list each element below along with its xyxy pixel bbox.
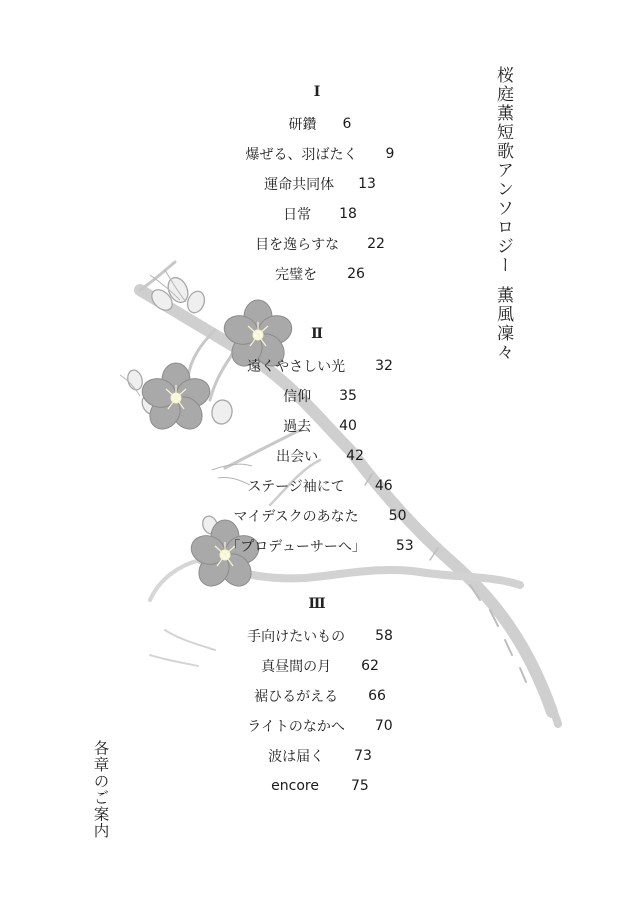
toc-heading: 各章のご案内 <box>91 740 110 839</box>
book-author: 薫風凜々 <box>493 286 513 362</box>
entry-page: 18 <box>339 206 357 222</box>
toc-entry[interactable] <box>175 715 465 737</box>
entry-title: 目を逸らすな <box>255 237 340 253</box>
entry-title: ステージ袖にて <box>247 479 345 495</box>
entry-title: 真昼間の月 <box>261 659 332 675</box>
toc-entry[interactable] <box>175 143 465 165</box>
entry-title: 研鑽 <box>288 117 317 133</box>
entry-title: マイデスクのあなた <box>233 509 359 525</box>
entry-page: 9 <box>385 146 395 162</box>
toc-entry[interactable] <box>175 745 465 767</box>
chapter-number: Ⅰ <box>313 84 321 100</box>
branch-main <box>140 290 552 712</box>
entry-title: 完璧を <box>275 267 318 283</box>
entry-page: 58 <box>375 628 393 644</box>
toc-entry[interactable] <box>175 445 465 467</box>
entry-page: 32 <box>375 358 393 374</box>
toc-entry[interactable] <box>175 625 465 647</box>
entry-title: 日常 <box>283 207 312 223</box>
entry-page: 75 <box>350 778 369 794</box>
entry-page: 42 <box>346 448 364 464</box>
entry-page: 62 <box>361 658 379 674</box>
toc-entry[interactable] <box>175 475 465 497</box>
entry-page: 50 <box>388 508 407 524</box>
entry-title: 信仰 <box>283 389 312 405</box>
branch-main-tip <box>548 700 558 724</box>
entry-title: ライトのなかへ <box>247 719 345 735</box>
toc-entry[interactable] <box>175 385 465 407</box>
toc-entry[interactable] <box>175 113 465 135</box>
toc-entry[interactable] <box>175 415 465 437</box>
entry-title: 過去 <box>283 419 312 435</box>
entry-page: 35 <box>339 388 357 404</box>
entry-page: 13 <box>358 176 376 192</box>
entry-page: 70 <box>374 718 393 734</box>
entry-page: 6 <box>342 116 352 132</box>
chapter-number: Ⅲ <box>308 596 326 612</box>
toc-entry[interactable] <box>175 263 465 285</box>
toc-entry[interactable] <box>175 173 465 195</box>
entry-page: 66 <box>368 688 386 704</box>
entry-title: 遠くやさしい光 <box>247 359 346 375</box>
entry-title: 「プロデューサーへ」 <box>226 539 366 555</box>
entry-title: 運命共同体 <box>264 177 335 193</box>
toc-entry[interactable] <box>175 535 465 557</box>
branch-lower-left <box>150 560 200 600</box>
toc-entry[interactable] <box>175 233 465 255</box>
entry-title: 出会い <box>276 449 319 465</box>
entry-page: 26 <box>347 266 365 282</box>
entry-page: 46 <box>374 478 393 494</box>
toc-entry[interactable] <box>175 775 465 797</box>
entry-page: 40 <box>339 418 357 434</box>
entry-title: 波は届く <box>268 749 325 765</box>
entry-page: 53 <box>395 538 414 554</box>
entry-title: 手向けたいもの <box>247 629 346 645</box>
entry-title: 裾ひるがえる <box>254 689 339 705</box>
entry-page: 22 <box>367 236 385 252</box>
chapter-number: Ⅱ <box>311 326 323 342</box>
toc-entry[interactable] <box>175 505 465 527</box>
entry-page: 73 <box>354 748 372 764</box>
toc-entry[interactable] <box>175 203 465 225</box>
toc-entry[interactable] <box>175 655 465 677</box>
book-title: 桜庭薫短歌アンソロジー <box>493 66 513 275</box>
toc-entry[interactable] <box>175 685 465 707</box>
entry-title: 爆ぜる、羽ばたく <box>245 147 358 163</box>
toc-entry[interactable] <box>175 355 465 377</box>
entry-title: encore <box>271 778 319 794</box>
